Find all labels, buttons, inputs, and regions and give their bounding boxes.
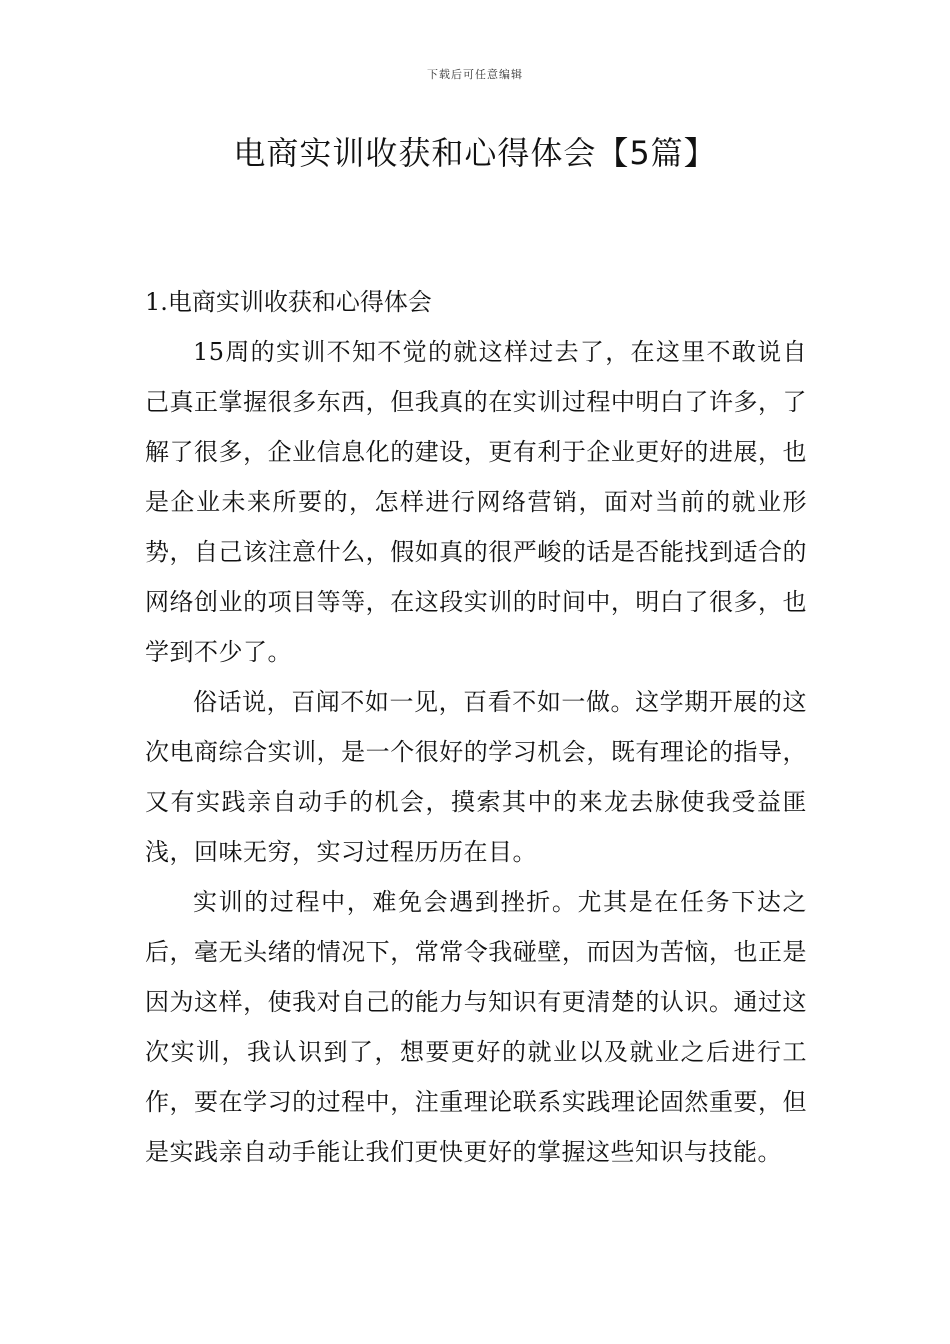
paragraph-2: 俗话说，百闻不如一见，百看不如一做。这学期开展的这次电商综合实训，是一个很好的学习机会，既有理论的指导，又有实践亲自动手的机会，摸索其中的来龙去脉使我受益匪浅，回味无穷，实习过程历历在目。 [145, 688, 807, 866]
document-title: 电商实训收获和心得体会【5篇】 [233, 134, 717, 172]
paragraph-3: 实训的过程中，难免会遇到挫折。尤其是在任务下达之后，毫无头绪的情况下，常常令我碰壁，而因为苦恼，也正是因为这样，使我对自己的能力与知识有更清楚的认识。通过这次实训，我认识到了，想要更好的就业以及就业之后进行工作，要在学习的过程中，注重理论联系实践理论固然重要，但是实践亲自动手能让我们更快更好的掌握这些知识与技能。 [145, 888, 807, 1166]
document-body [145, 277, 807, 1177]
paragraph-1: 15周的实训不知不觉的就这样过去了，在这里不敢说自己真正掌握很多东西，但我真的在实训过程中明白了许多，了解了很多，企业信息化的建设，更有利于企业更好的进展，也是企业未来所要的，怎样进行网络营销，面对当前的就业形势，自己该注意什么，假如真的很严峻的话是否能找到适合的网络创业的项目等等，在这段实训的时间中，明白了很多，也学到不少了。 [145, 338, 807, 666]
section-heading: 1.电商实训收获和心得体会 [145, 288, 432, 316]
header-note: 下载后可任意编辑 [427, 68, 523, 81]
